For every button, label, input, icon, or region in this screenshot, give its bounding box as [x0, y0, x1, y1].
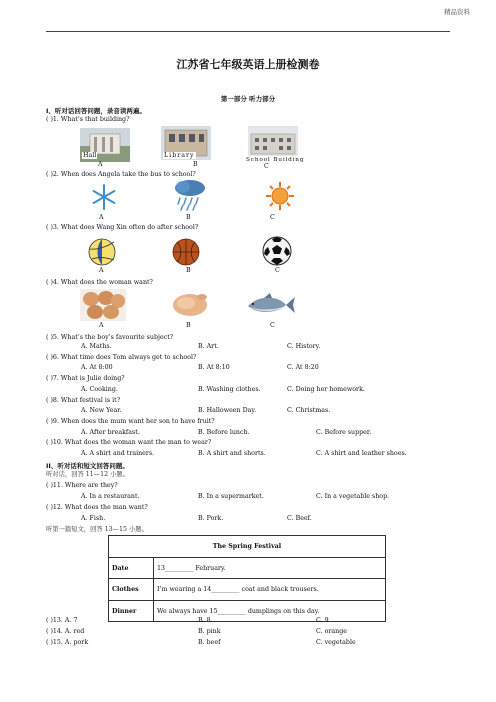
q9-option-c: C. Before supper.: [316, 429, 372, 436]
table-row-text: I’m wearing a 14_________ coat and black trousers.: [154, 579, 386, 601]
q8-option-a: A. New Year.: [81, 407, 122, 414]
question-4: ( )4. What does the woman want?: [46, 279, 153, 286]
question-13: ( )13. A. 7: [46, 617, 78, 624]
header-note: 精品资料: [444, 8, 470, 16]
q4-option-c: C: [270, 322, 275, 329]
q15-option-b: B. beef: [198, 639, 221, 646]
q1-option-b: B: [193, 161, 198, 168]
school-building-label: School Building: [246, 157, 305, 163]
table-title: The Spring Festival: [109, 536, 386, 558]
question-1: ( )1. What’s that building?: [46, 116, 130, 123]
section-2-note-2: 听第一篇短文，回答 13—15 小题。: [46, 526, 148, 533]
question-9: ( )9. When does the mum want her son to have fruit?: [46, 418, 215, 425]
table-row: [109, 558, 386, 579]
q6-option-b: B. At 8:10: [198, 364, 230, 371]
q5-option-b: B. Art.: [198, 343, 219, 350]
school-building-image: [248, 126, 298, 156]
q11-option-c: C. In a vegetable shop.: [316, 493, 390, 500]
q6-option-c: C. At 8:20: [287, 364, 319, 371]
q2-option-b: B: [186, 214, 191, 221]
q4-option-b: B: [186, 322, 191, 329]
q12-option-c: C. Beef.: [287, 515, 312, 522]
page-title: 江苏省七年级英语上册检测卷: [176, 58, 320, 71]
chicken-image: [170, 289, 210, 319]
q14-option-c: C. orange: [316, 628, 347, 635]
q7-option-b: B. Washing clothes.: [198, 386, 261, 393]
q11-option-b: B. In a supermarket.: [198, 493, 264, 500]
header-rule: [46, 31, 450, 32]
q1-option-a: A: [98, 161, 103, 168]
snowflake-icon: [90, 183, 118, 211]
question-5: ( )5. What’s the boy’s favourite subject?: [46, 334, 174, 341]
q13-option-c: C. 9: [316, 617, 329, 624]
q13-option-b: B. 8: [198, 617, 211, 624]
section-1-heading: I、听对话回答问题，录音读两遍。: [46, 107, 146, 115]
q11-option-a: A. In a restaurant.: [81, 493, 140, 500]
question-2: ( )2. When does Angela take the bus to school?: [46, 171, 196, 178]
q10-option-a: A. A shirt and trainers.: [81, 450, 155, 457]
question-12: ( )12. What does the man want?: [46, 504, 148, 511]
eggs-image: [80, 289, 126, 321]
q8-option-c: C. Christmas.: [287, 407, 331, 414]
spring-festival-table: [108, 535, 386, 622]
q12-option-b: B. Pork.: [198, 515, 224, 522]
q15-option-c: C. vegetable: [316, 639, 356, 646]
table-row-text: We always have 15_________ dumplings on this day.: [154, 601, 386, 622]
volleyball-icon: [88, 238, 116, 266]
q5-option-c: C. History.: [287, 343, 321, 350]
q14-option-b: B. pink: [198, 628, 221, 635]
q9-option-b: B. Before lunch.: [198, 429, 250, 436]
question-8: ( )8. What festival is it?: [46, 397, 121, 404]
table-row: [109, 579, 386, 601]
q7-option-a: A. Cooking.: [81, 386, 118, 393]
q5-option-a: A. Maths.: [81, 343, 112, 350]
question-7: ( )7. What is Julie doing?: [46, 375, 125, 382]
q2-option-a: A: [99, 214, 104, 221]
table-row-head: Clothes: [109, 579, 154, 601]
football-icon: [262, 236, 292, 266]
question-15: ( )15. A. pork: [46, 639, 89, 646]
library-label: Library: [164, 152, 195, 159]
q3-option-a: A: [99, 267, 104, 274]
q2-option-c: C: [270, 214, 275, 221]
question-3: ( )3. What does Wang Xin often do after school?: [46, 224, 199, 231]
q1-option-c: C: [264, 163, 269, 170]
table-row-head: Dinner: [109, 601, 154, 622]
section-2-heading: II、听对话和短文回答问题。: [46, 462, 129, 470]
q9-option-a: A. After breakfast.: [81, 429, 140, 436]
q7-option-c: C. Doing her homework.: [287, 386, 365, 393]
question-14: ( )14. A. red: [46, 628, 85, 635]
q12-option-a: A. Fish.: [81, 515, 106, 522]
section-2-note-1: 听对话，回答 11—12 小题。: [46, 471, 129, 478]
q6-option-a: A. At 8:00: [81, 364, 113, 371]
q4-option-a: A: [99, 322, 104, 329]
q10-option-b: B. A shirt and shorts.: [198, 450, 266, 457]
table-row: [109, 601, 386, 622]
hall-label: Hall: [83, 152, 97, 159]
q3-option-b: B: [186, 267, 191, 274]
question-11: ( )11. Where are they?: [46, 482, 118, 489]
table-row-head: Date: [109, 558, 154, 579]
q10-option-c: C. A shirt and leather shoes.: [316, 450, 407, 457]
part-title: 第一部分 听力部分: [220, 95, 276, 103]
question-6: ( )6. What time does Tom always get to school?: [46, 354, 197, 361]
rain-cloud-icon: [172, 178, 208, 212]
q3-option-c: C: [275, 267, 280, 274]
basketball-icon: [172, 238, 200, 266]
q8-option-b: B. Halloween Day.: [198, 407, 257, 414]
sun-icon: [265, 181, 295, 211]
fish-image: [244, 291, 296, 319]
question-10: ( )10. What does the woman want the man to wear?: [46, 439, 212, 446]
table-row-text: 13_________ February.: [154, 558, 386, 579]
